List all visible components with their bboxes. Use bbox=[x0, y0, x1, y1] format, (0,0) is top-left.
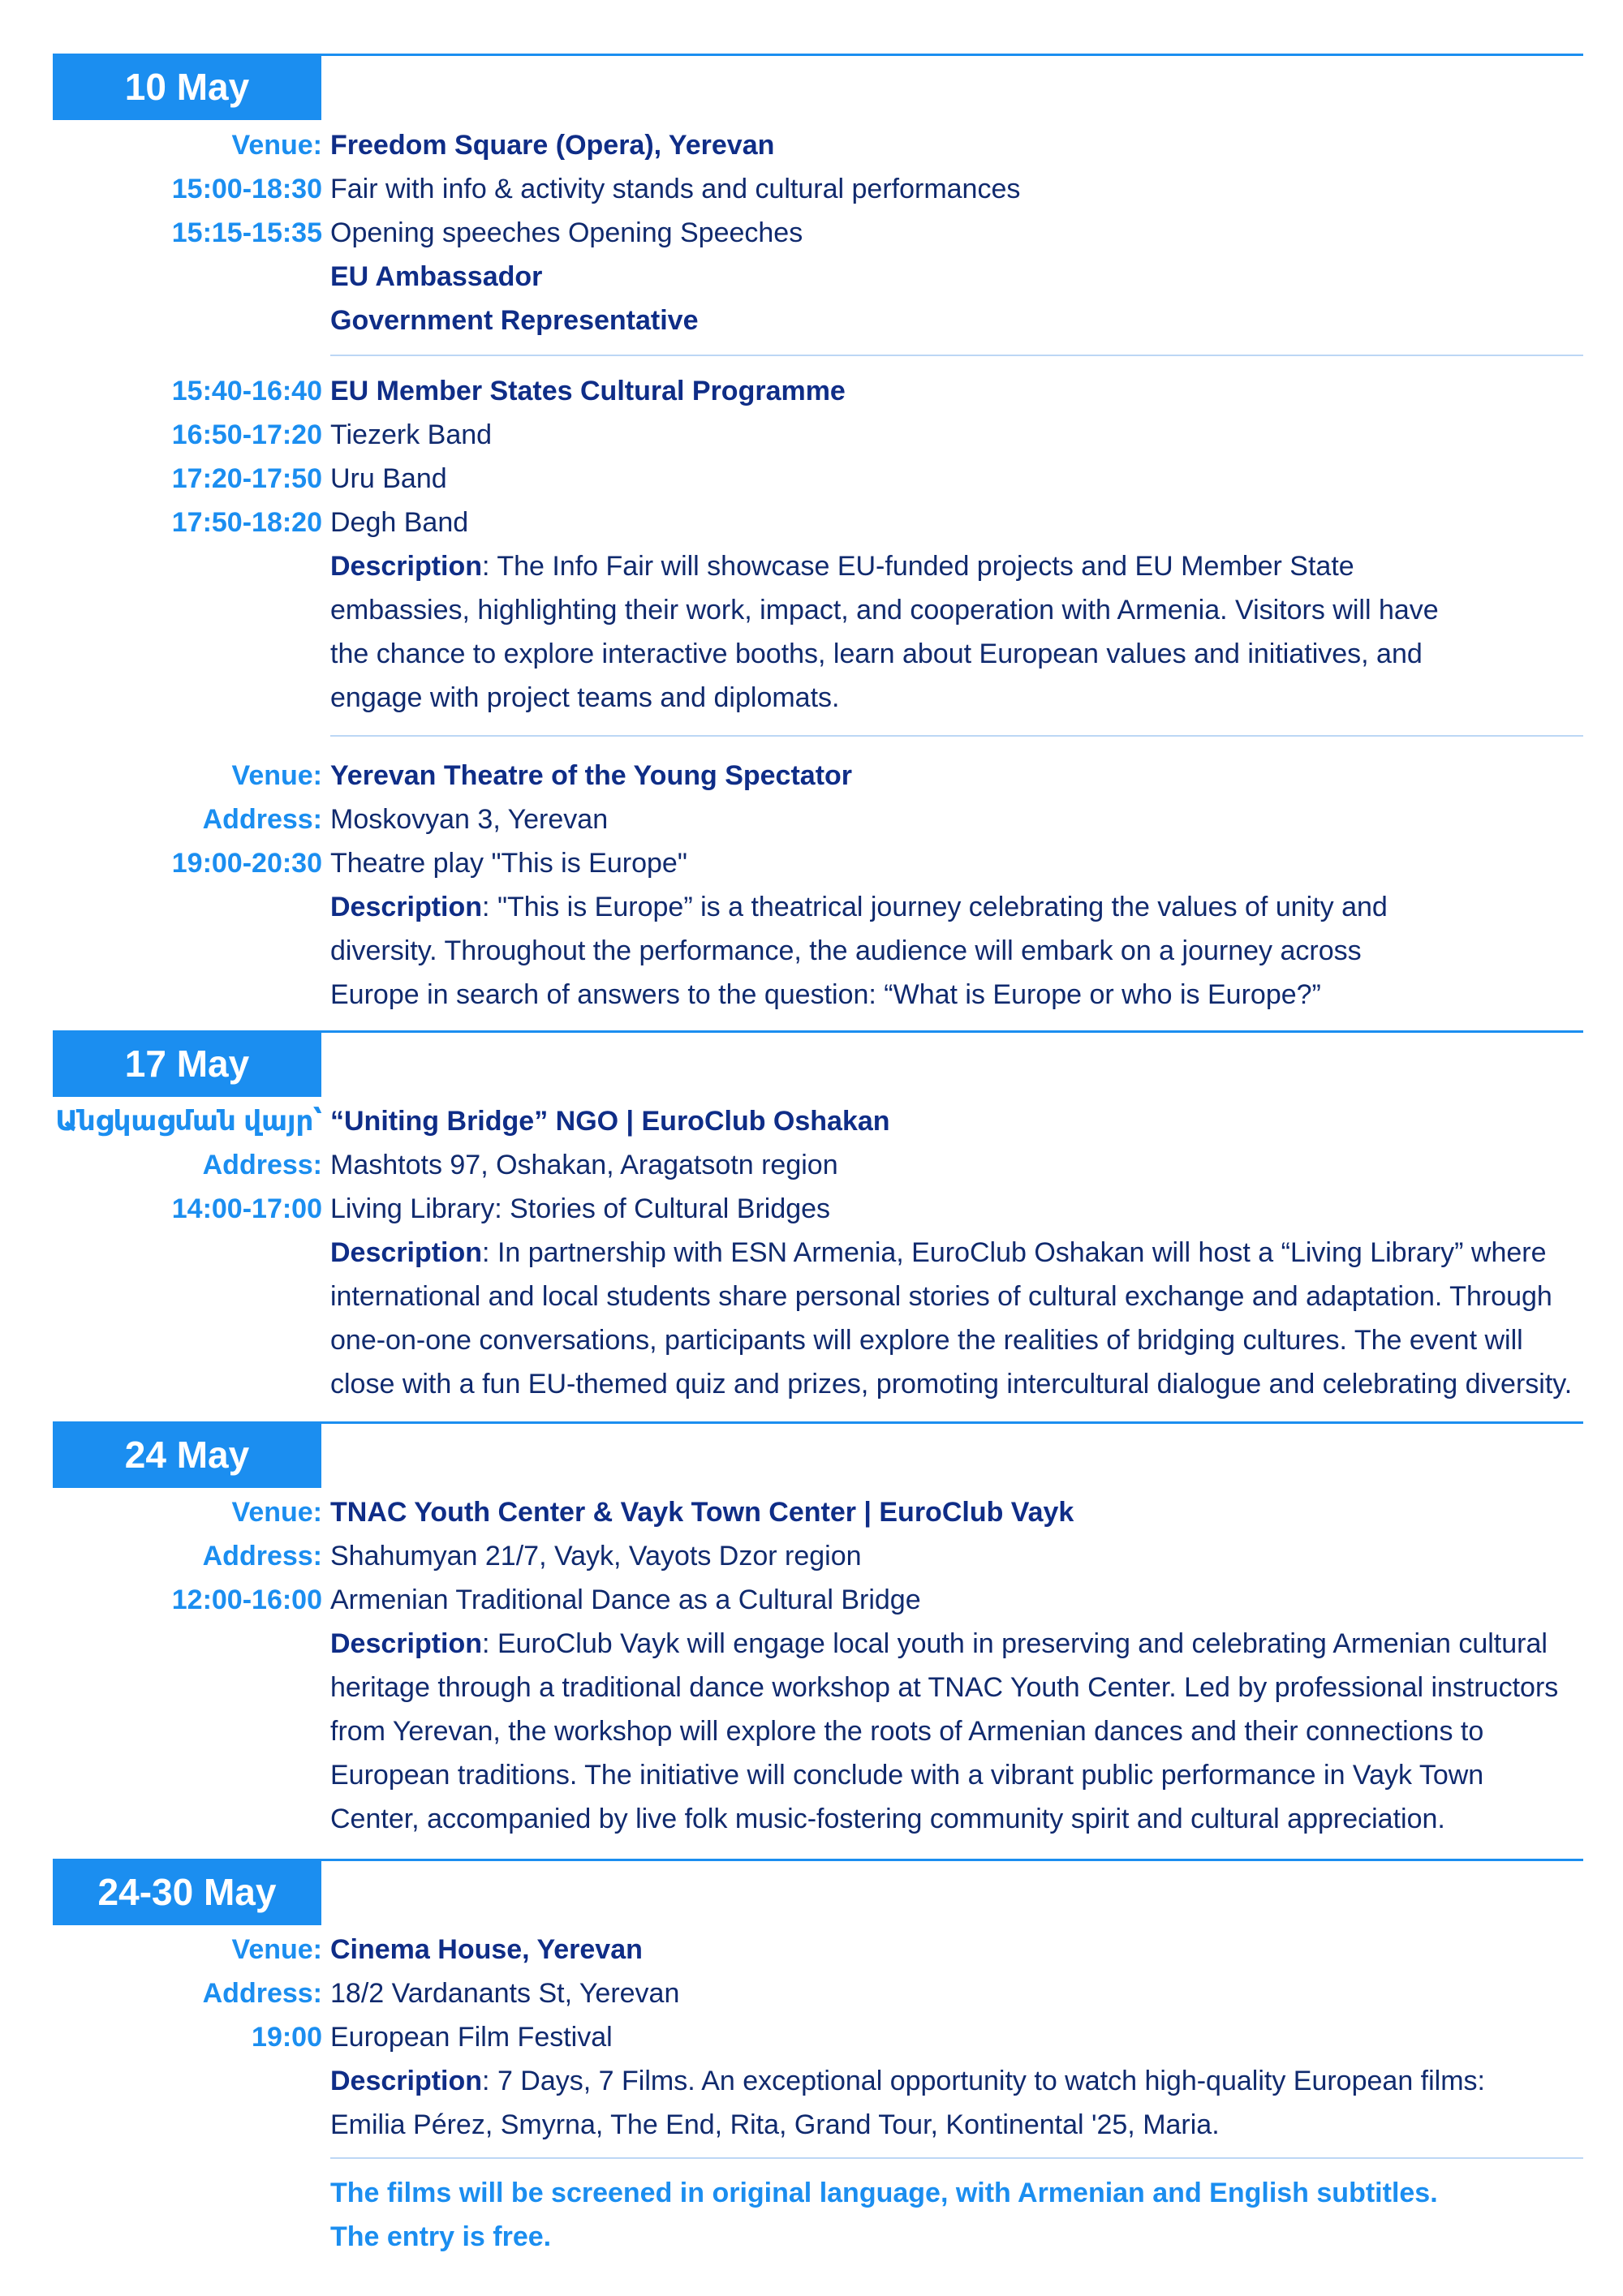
section-rule bbox=[321, 54, 1583, 56]
description-line: Emilia Pérez, Smyrna, The End, Rita, Grand Tour, Kontinental '25, Maria. bbox=[330, 2109, 1220, 2140]
schedule-row bbox=[0, 255, 1623, 299]
description-line: embassies, highlighting their work, impact, and cooperation with Armenia. Visitors will have bbox=[330, 595, 1439, 626]
description-line: close with a fun EU-themed quiz and prizes, promoting intercultural dialogue and celebrating diversity. bbox=[330, 1369, 1573, 1400]
description-text: : The Info Fair will showcase EU-funded projects and EU Member State bbox=[482, 551, 1354, 582]
description-line: engage with project teams and diplomats. bbox=[330, 682, 840, 713]
schedule-row bbox=[0, 1143, 1623, 1187]
description-line bbox=[330, 544, 1596, 588]
row-label: Venue: bbox=[231, 760, 322, 791]
divider bbox=[330, 355, 1583, 356]
schedule-row bbox=[0, 1490, 1623, 1534]
screening-note bbox=[330, 2171, 1438, 2259]
schedule-row bbox=[0, 299, 1623, 342]
section-rule bbox=[321, 1859, 1583, 1861]
row-label: 19:00-20:30 bbox=[171, 848, 322, 879]
schedule-row bbox=[0, 1187, 1623, 1231]
schedule-row bbox=[0, 413, 1623, 457]
row-label: Venue: bbox=[231, 1497, 322, 1528]
row-value: 18/2 Vardanants St, Yerevan bbox=[330, 1978, 680, 2009]
row-label: 15:40-16:40 bbox=[171, 376, 322, 406]
description-label: Description bbox=[330, 551, 483, 582]
row-label: 14:00-17:00 bbox=[171, 1193, 322, 1224]
description-line bbox=[330, 885, 1596, 929]
description-line: European traditions. The initiative will conclude with a vibrant public performance in Vayk Town bbox=[330, 1760, 1484, 1791]
schedule-row bbox=[0, 798, 1623, 841]
description-line bbox=[330, 1231, 1596, 1275]
row-value: EU Member States Cultural Programme bbox=[330, 376, 846, 406]
row-label: 15:00-18:30 bbox=[171, 174, 322, 204]
schedule-row bbox=[0, 457, 1623, 501]
row-label: Անցկացման վայր՝ bbox=[55, 1106, 322, 1137]
row-value: Freedom Square (Opera), Yerevan bbox=[330, 130, 775, 161]
row-value: Degh Band bbox=[330, 507, 469, 538]
description bbox=[330, 2059, 1596, 2147]
description-line: one-on-one conversations, participants will explore the realities of bridging cultures. The event will bbox=[330, 1325, 1523, 1356]
description-line: from Yerevan, the workshop will explore the roots of Armenian dances and their connections to bbox=[330, 1716, 1484, 1747]
schedule-row bbox=[0, 501, 1623, 544]
row-label: Address: bbox=[202, 804, 322, 835]
schedule-row bbox=[0, 2015, 1623, 2059]
row-value: Mashtots 97, Oshakan, Aragatsotn region bbox=[330, 1150, 838, 1180]
row-label: Address: bbox=[202, 1978, 322, 2009]
row-label: 19:00 bbox=[252, 2022, 322, 2053]
date-tab: 10 May bbox=[53, 54, 321, 120]
description-label: Description bbox=[330, 2066, 483, 2096]
description-label: Description bbox=[330, 1628, 483, 1659]
description bbox=[330, 1622, 1596, 1841]
description-line: Europe in search of answers to the question: “What is Europe or who is Europe?” bbox=[330, 979, 1321, 1010]
row-value: Opening speeches Opening Speeches bbox=[330, 217, 803, 248]
description-text: : 7 Days, 7 Films. An exceptional opportunity to watch high-quality European films: bbox=[482, 2066, 1485, 2096]
row-label: 17:50-18:20 bbox=[171, 507, 322, 538]
row-value: TNAC Youth Center & Vayk Town Center | EuroClub Vayk bbox=[330, 1497, 1074, 1528]
schedule-row bbox=[0, 754, 1623, 798]
schedule-row bbox=[0, 841, 1623, 885]
note-line: The films will be screened in original language, with Armenian and English subtitles. bbox=[330, 2178, 1438, 2208]
description-text: : "This is Europe” is a theatrical journey celebrating the values of unity and bbox=[482, 892, 1388, 922]
row-label: 15:15-15:35 bbox=[171, 217, 322, 248]
row-label: 17:20-17:50 bbox=[171, 463, 322, 494]
description-line bbox=[330, 1622, 1596, 1666]
schedule-row bbox=[0, 167, 1623, 211]
row-value: Theatre play "This is Europe" bbox=[330, 848, 687, 879]
date-tab: 24-30 May bbox=[53, 1859, 321, 1925]
row-label: Address: bbox=[202, 1150, 322, 1180]
description-line: heritage through a traditional dance workshop at TNAC Youth Center. Led by professional instructors bbox=[330, 1672, 1559, 1703]
row-value: Moskovyan 3, Yerevan bbox=[330, 804, 609, 835]
note-line: The entry is free. bbox=[330, 2221, 552, 2252]
row-value: Cinema House, Yerevan bbox=[330, 1934, 643, 1965]
row-value: “Uniting Bridge” NGO | EuroClub Oshakan bbox=[330, 1106, 890, 1137]
row-label: 16:50-17:20 bbox=[171, 419, 322, 450]
row-value: Fair with info & activity stands and cultural performances bbox=[330, 174, 1021, 204]
description-line: Center, accompanied by live folk music-fostering community spirit and cultural appreciation. bbox=[330, 1804, 1445, 1834]
row-value: Shahumyan 21/7, Vayk, Vayots Dzor region bbox=[330, 1541, 862, 1572]
description bbox=[330, 885, 1596, 1017]
description bbox=[330, 1231, 1596, 1406]
schedule-row bbox=[0, 369, 1623, 413]
description bbox=[330, 544, 1596, 720]
row-label: 12:00-16:00 bbox=[171, 1584, 322, 1615]
schedule-row bbox=[0, 1534, 1623, 1578]
schedule-row bbox=[0, 1099, 1623, 1143]
schedule-row bbox=[0, 1928, 1623, 1971]
row-value: European Film Festival bbox=[330, 2022, 613, 2053]
description-line: the chance to explore interactive booths, learn about European values and initiatives, and bbox=[330, 638, 1423, 669]
row-label: Venue: bbox=[231, 1934, 322, 1965]
description-label: Description bbox=[330, 892, 483, 922]
row-value: Government Representative bbox=[330, 305, 699, 336]
schedule-row bbox=[0, 123, 1623, 167]
divider bbox=[330, 2157, 1583, 2159]
description-text: : EuroClub Vayk will engage local youth in preserving and celebrating Armenian cultural bbox=[482, 1628, 1548, 1659]
row-value: Tiezerk Band bbox=[330, 419, 493, 450]
section-rule bbox=[321, 1421, 1583, 1424]
row-label: Venue: bbox=[231, 130, 322, 161]
schedule-row bbox=[0, 1971, 1623, 2015]
row-value: Uru Band bbox=[330, 463, 447, 494]
date-tab: 17 May bbox=[53, 1030, 321, 1097]
row-value: Living Library: Stories of Cultural Bridges bbox=[330, 1193, 831, 1224]
row-value: Armenian Traditional Dance as a Cultural Bridge bbox=[330, 1584, 921, 1615]
description-label: Description bbox=[330, 1237, 483, 1268]
schedule-row bbox=[0, 211, 1623, 255]
date-tab: 24 May bbox=[53, 1421, 321, 1488]
description-text: : In partnership with ESN Armenia, EuroClub Oshakan will host a “Living Library” where bbox=[482, 1237, 1547, 1268]
description-line: international and local students share personal stories of cultural exchange and adaptation. Through bbox=[330, 1281, 1552, 1312]
description-line bbox=[330, 2059, 1596, 2103]
row-label: Address: bbox=[202, 1541, 322, 1572]
description-line: diversity. Throughout the performance, the audience will embark on a journey across bbox=[330, 935, 1362, 966]
row-value: Yerevan Theatre of the Young Spectator bbox=[330, 760, 853, 791]
schedule-row bbox=[0, 1578, 1623, 1622]
row-value: EU Ambassador bbox=[330, 261, 543, 292]
divider bbox=[330, 735, 1583, 737]
section-rule bbox=[321, 1030, 1583, 1033]
